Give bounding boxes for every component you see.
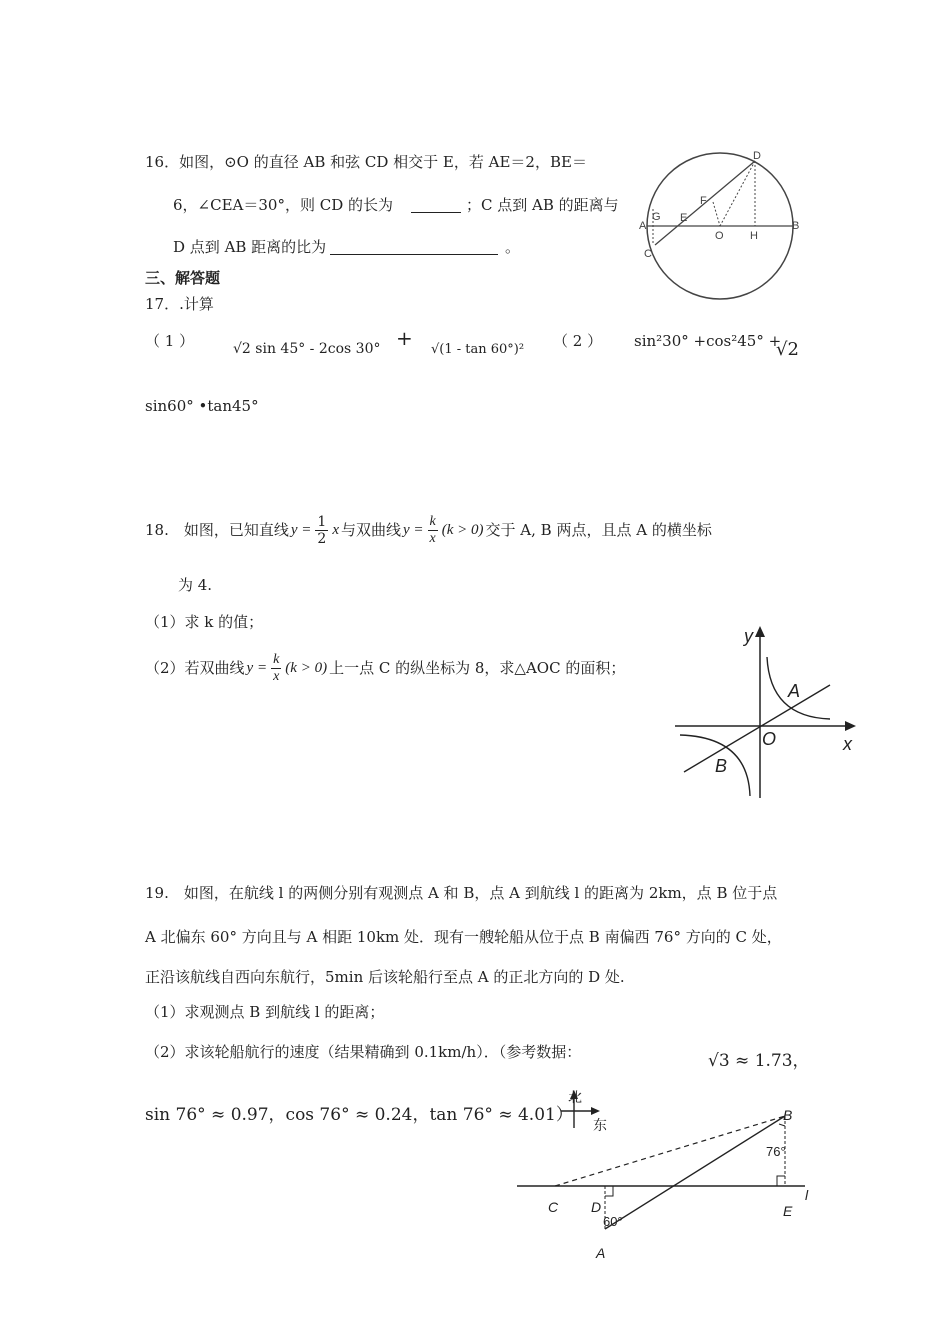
fig18-label-o: O [762,729,777,749]
section-title: 三、解答题 [145,269,221,287]
q18-intro-d: 为 4. [178,576,213,594]
q18-sub2-fraction [271,652,281,685]
q19-line1: 19. 如图，在航线 l 的两侧分别有观测点 A 和 B，点 A 到航线 l 的距离为 2km，点 B 位于点 [145,884,778,902]
fig16-label-e: E [680,212,688,224]
fig18-label-a: A [788,681,801,701]
q18-graph-figure [670,622,870,802]
fig16-label-h: H [750,230,758,242]
q17-part1: （ 1 ） [145,332,195,350]
q17-expr2: sin²30° +cos²45° + [634,332,782,350]
q19-navigation-figure [515,1088,815,1268]
fig16-label-c: C [644,248,652,260]
q18-sub2-cond: (k > 0) [285,660,328,677]
q18-sub1: （1）求 k 的值； [145,613,264,631]
q19-sub1: （1）求观测点 B 到航线 l 的距离； [145,1003,385,1021]
q18-sub2-k: k [271,652,281,669]
q18-k-num: k [428,514,438,531]
fig18-label-b: B [715,756,728,776]
q18-intro-a: 18. 如图，已知直线 [145,521,289,540]
q18-cond: (k > 0) [441,522,484,539]
q16-line3b: 。 [505,238,521,256]
fig19-label-d: D [591,1199,602,1215]
fig19-label-l: l [805,1187,809,1203]
q16-blank-ratio[interactable] [330,240,498,255]
q16-line3a: D 点到 AB 距离的比为 [173,238,327,256]
q18-sub2-x: x [273,669,280,685]
q19-line3: 正沿该航线自西向东航行，5min 后该轮船行至点 A 的正北方向的 D 处. [145,968,625,986]
q17-plus: + [396,326,413,350]
q18-kx-fraction [428,514,438,547]
q17-expr1b: √(1 - tan 60°)² [431,342,525,357]
q17-part2: （ 2 ） [553,332,603,350]
q16-line2a: 6，∠CEA＝30°，则 CD 的长为 [173,196,393,214]
q18-intro-b: 与双曲线 [340,521,401,540]
fig16-label-g: G [652,211,661,223]
q16-circle-figure [636,147,806,307]
fig19-label-e: E [783,1203,793,1219]
fig19-label-b: B [783,1107,793,1123]
fig18-label-x: x [843,734,852,754]
fig16-label-o: O [715,230,724,242]
q18-y2: y = [403,522,424,539]
fig16-label-d: D [753,150,761,162]
q18-x-den: x [429,531,436,547]
q17-sqrt2: √2 [776,339,799,360]
q18-half-fraction [315,514,328,547]
q19-ref2: sin 76° ≈ 0.97，cos 76° ≈ 0.24，tan 76° ≈ 4.01） [145,1105,573,1125]
fig19-label-north: 北 [568,1089,582,1105]
fig19-label-a: A [596,1245,606,1261]
fig19-label-60deg: 60° [603,1214,623,1229]
q18-sub2a: （2）若双曲线 [145,659,245,678]
q16-line2b: ；C 点到 AB 的距离与 [466,196,619,214]
fig16-label-b: B [792,220,800,232]
q18-half-num: 1 [317,514,327,530]
q16-line1: 16．如图，⊙O 的直径 AB 和弦 CD 相交于 E，若 AE＝2，BE＝ [145,153,587,171]
fig19-label-76deg: 76° [766,1144,786,1159]
q17-expr1a: √2 sin 45° - 2cos 30° [233,341,381,357]
q18-sub2-y: y = [246,660,268,677]
q19-ref1: √3 ≈ 1.73， [708,1051,810,1071]
fig16-label-a: A [639,220,647,232]
fig19-label-c: C [548,1199,559,1215]
fig16-label-f: F [700,195,707,207]
q18-y1: y = [290,522,312,539]
fig18-label-y: y [744,626,753,646]
q19-line2: A 北偏东 60° 方向且与 A 相距 10km 处．现有一艘轮船从位于点 B 南偏西 76° 方向的 C 处， [145,928,782,946]
q16-blank-cd[interactable] [411,198,461,213]
q19-sub2: （2）求该轮船航行的速度（结果精确到 0.1km/h）．（参考数据： [145,1043,582,1061]
q17-line2: sin60° •tan45° [145,397,259,415]
q18-x1: x [332,522,339,539]
q18-sub2 [145,652,625,685]
fig19-label-east: 东 [593,1117,607,1133]
q18-half-den: 2 [317,531,327,548]
q17-line1: 17．.计算 [145,295,214,313]
q18-intro-c: 交于 A, B 两点，且点 A 的横坐标 [485,521,712,540]
q18-intro-line1 [145,514,712,547]
q18-sub2b: 上一点 C 的纵坐标为 8，求△AOC 的面积； [329,659,626,678]
